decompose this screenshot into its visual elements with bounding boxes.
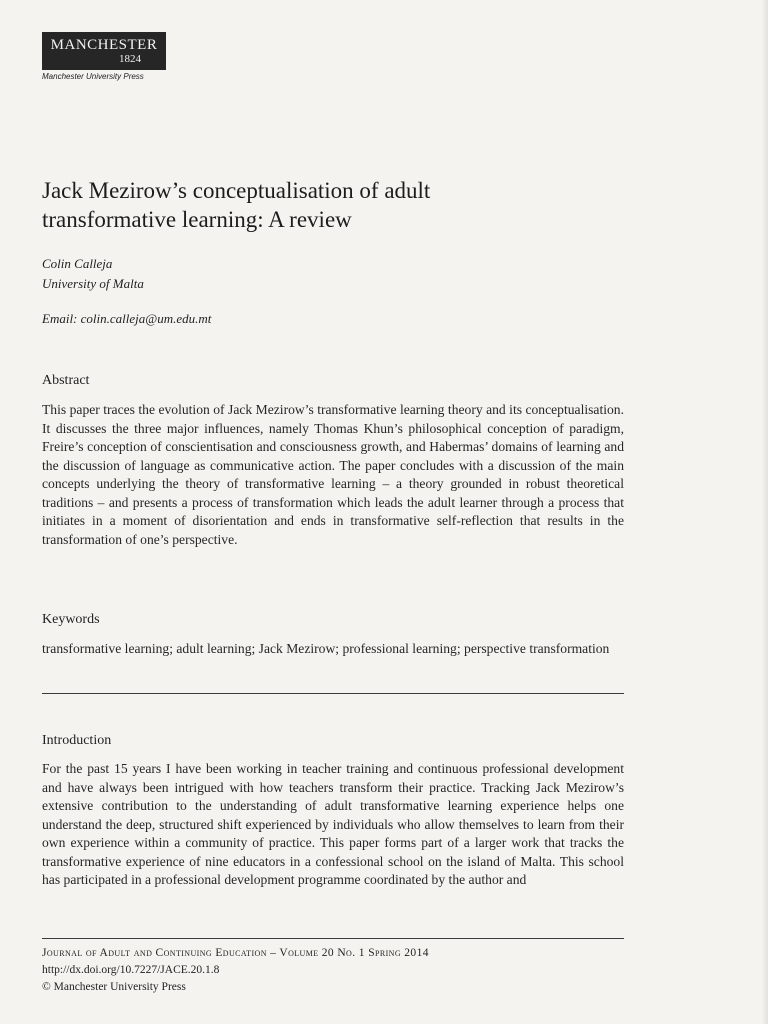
- section-divider: [42, 693, 624, 694]
- author-block: [42, 254, 144, 294]
- author-name: Colin Calleja: [42, 256, 113, 271]
- copyright: © Manchester University Press: [42, 981, 186, 993]
- keywords-text: transformative learning; adult learning; Jack Mezirow; professional learning; perspective transformation: [42, 641, 610, 656]
- logo-name: MANCHESTER: [50, 37, 158, 53]
- abstract-heading: Abstract: [42, 373, 90, 388]
- journal-citation: Journal of Adult and Continuing Education – Volume 20 No. 1 Spring 2014: [42, 947, 429, 959]
- doi-link[interactable]: http://dx.doi.org/10.7227/JACE.20.1.8: [42, 964, 220, 976]
- page-edge-shadow: [762, 0, 768, 1024]
- keywords-heading: Keywords: [42, 612, 100, 627]
- footer-divider: [42, 938, 624, 939]
- author-email: Email: colin.calleja@um.edu.mt: [42, 311, 212, 326]
- introduction-text: For the past 15 years I have been working in teacher training and continuous professional development and have always been intrigued with how teachers transform their practice. Tracking Jack Mezirow’s extensive contribution to the understanding of adult transformative learning experience helps one understand the deep, structured shift experienced by individuals who allow themselves to learn from their own experience within a community of practice. This paper forms part of a larger work that tracks the transformative experience of nine educators in a confessional school on the island of Malta. This school has participated in a professional development programme coordinated by the author and: [42, 761, 624, 887]
- logo-year: 1824: [119, 53, 141, 65]
- paper-title: Jack Mezirow’s conceptualisation of adult transformative learning: A review: [42, 178, 431, 232]
- abstract-text: This paper traces the evolution of Jack Mezirow’s transformative learning theory and its conceptualisation. It discusses the three major influences, namely Thomas Khun’s philosophical conception of paradigm, Freire’s conception of conscientisation and consciousness growth, and Habermas’ domains of learning and the discussion of language as communicative action. The paper concludes with a discussion of the main concepts underlying the theory of transformative learning – a theory grounded in robust theoretical traditions – and presents a process of transformation which leads the adult learner through a process that initiates in a moment of disorientation and ends in transformative self-reflection that results in the transformation of one’s perspective.: [42, 402, 624, 547]
- publisher-logo: [42, 32, 166, 70]
- footer: [42, 945, 429, 996]
- press-name: Manchester University Press: [42, 72, 144, 81]
- author-affiliation: University of Malta: [42, 276, 144, 291]
- introduction-heading: Introduction: [42, 733, 112, 748]
